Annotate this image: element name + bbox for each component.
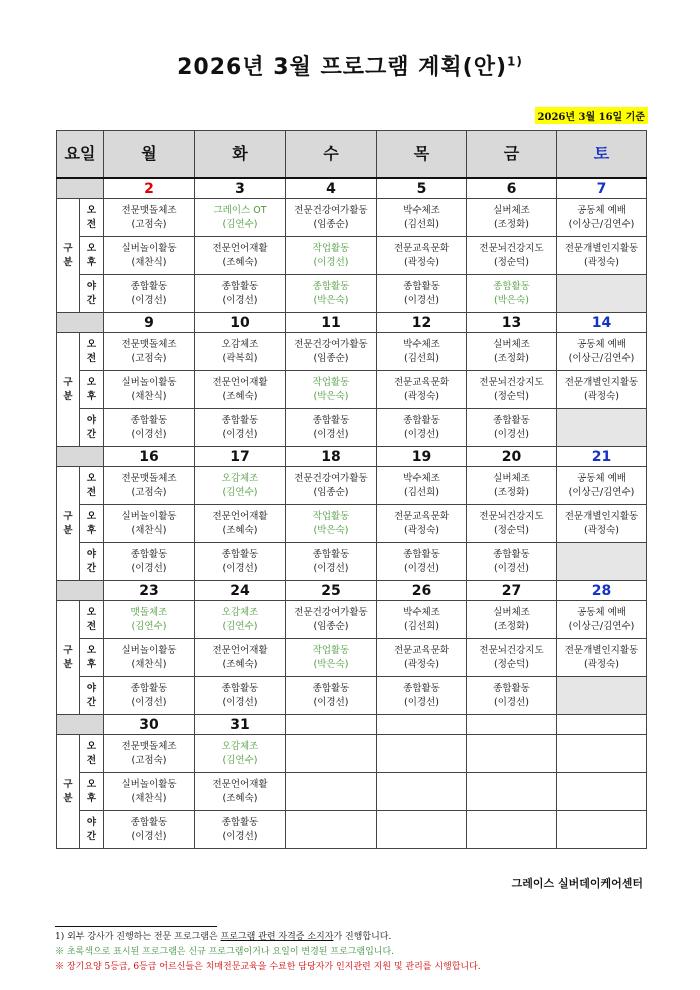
program-cell: 종합활동 (이경선) <box>286 409 377 447</box>
program-cell: 종합활동 (이경선) <box>286 677 377 715</box>
program-cell: 작업활동 (박은숙) <box>286 371 377 409</box>
date-cell: 9 <box>104 313 195 333</box>
program-cell: 전문개별인지활동 (곽정숙) <box>557 505 647 543</box>
program-cell: 종합활동 (이경선) <box>286 543 377 581</box>
program-cell: 종합활동 (이경선) <box>467 543 557 581</box>
program-cell: 전문언어재활 (조혜숙) <box>195 505 286 543</box>
date-cell: 16 <box>104 447 195 467</box>
program-cell: 전문맷돌체조 (고점숙) <box>104 467 195 505</box>
footnote-2: ※ 초록색으로 표시된 프로그램은 신규 프로그램이거나 요일이 변경된 프로그램입니다. <box>55 947 395 957</box>
program-cell: 전문언어재활 (조혜숙) <box>195 639 286 677</box>
program-cell: 실버놀이활동 (채찬식) <box>104 639 195 677</box>
program-cell: 전문교육문화 (곽정숙) <box>377 505 467 543</box>
date-cell: 31 <box>195 715 286 735</box>
program-cell: 작업활동 (이경선) <box>286 237 377 275</box>
program-cell: 실버놀이활동 (채찬식) <box>104 773 195 811</box>
slot-row-night <box>57 811 647 849</box>
program-cell: 실버놀이활동 (채찬식) <box>104 237 195 275</box>
empty-cell <box>557 275 647 313</box>
footnote-1-underlined: 프로그램 관련 자격증 소지자 <box>220 932 334 942</box>
program-cell: 전문언어재활 (조혜숙) <box>195 237 286 275</box>
program-cell: 전문교육문화 (곽정숙) <box>377 371 467 409</box>
program-cell: 전문교육문화 (곽정숙) <box>377 237 467 275</box>
date-cell <box>286 715 377 735</box>
date-cell: 6 <box>467 178 557 199</box>
program-cell: 종합활동 (박은숙) <box>286 275 377 313</box>
date-cell: 26 <box>377 581 467 601</box>
date-row-spacer <box>57 447 104 467</box>
slot-row-am <box>57 333 647 371</box>
program-cell: 실버놀이활동 (채찬식) <box>104 505 195 543</box>
empty-cell <box>467 811 557 849</box>
program-cell: 전문뇌건강지도 (정순덕) <box>467 237 557 275</box>
period-label-night: 야 간 <box>80 409 104 447</box>
date-cell <box>377 715 467 735</box>
program-cell: 실버체조 (조정화) <box>467 467 557 505</box>
date-row <box>57 715 647 735</box>
slot-row-pm <box>57 773 647 811</box>
program-cell: 전문맷돌체조 (고점숙) <box>104 735 195 773</box>
program-cell: 박수체조 (김선희) <box>377 601 467 639</box>
slot-row-am <box>57 601 647 639</box>
header-day-wed: 수 <box>286 131 377 179</box>
empty-cell <box>557 811 647 849</box>
date-cell: 21 <box>557 447 647 467</box>
program-cell: 전문개별인지활동 (곽정숙) <box>557 371 647 409</box>
date-row-spacer <box>57 313 104 333</box>
program-cell: 종합활동 (이경선) <box>195 409 286 447</box>
schedule-table <box>56 130 647 849</box>
date-cell: 18 <box>286 447 377 467</box>
program-cell: 실버체조 (조정화) <box>467 199 557 237</box>
period-label-am: 오 전 <box>80 199 104 237</box>
period-label-am: 오 전 <box>80 333 104 371</box>
program-cell: 전문건강여가활동 (임종순) <box>286 467 377 505</box>
date-cell: 30 <box>104 715 195 735</box>
header-yoil: 요일 <box>57 131 104 179</box>
empty-cell <box>557 735 647 773</box>
page-title <box>0 50 700 81</box>
program-cell: 전문건강여가활동 (임종순) <box>286 601 377 639</box>
program-cell: 전문언어재활 (조혜숙) <box>195 371 286 409</box>
date-row <box>57 447 647 467</box>
date-cell: 25 <box>286 581 377 601</box>
empty-cell <box>286 773 377 811</box>
footnote-1-text-c: 가 진행합니다. <box>333 932 392 942</box>
date-cell: 7 <box>557 178 647 199</box>
date-cell: 3 <box>195 178 286 199</box>
program-cell: 종합활동 (이경선) <box>377 409 467 447</box>
program-cell: 오감체조 (김연수) <box>195 735 286 773</box>
empty-cell <box>557 677 647 715</box>
date-cell: 28 <box>557 581 647 601</box>
program-cell: 공동체 예배 (이상근/김연수) <box>557 467 647 505</box>
program-cell: 종합활동 (이경선) <box>104 275 195 313</box>
program-cell: 박수체조 (김선희) <box>377 467 467 505</box>
program-cell: 종합활동 (박은숙) <box>467 275 557 313</box>
slot-row-pm <box>57 505 647 543</box>
program-cell: 실버체조 (조정화) <box>467 333 557 371</box>
program-cell: 종합활동 (이경선) <box>377 677 467 715</box>
slot-row-night <box>57 677 647 715</box>
date-cell: 5 <box>377 178 467 199</box>
program-cell: 전문뇌건강지도 (정순덕) <box>467 639 557 677</box>
empty-cell <box>467 773 557 811</box>
program-cell: 종합활동 (이경선) <box>195 275 286 313</box>
gubun-label: 구 분 <box>57 601 80 715</box>
footnote-1-text-a: 1) 외부 강사가 진행하는 전문 프로그램은 <box>55 932 221 942</box>
empty-cell <box>467 735 557 773</box>
date-row-spacer <box>57 715 104 735</box>
period-label-pm: 오 후 <box>80 773 104 811</box>
program-cell: 종합활동 (이경선) <box>195 677 286 715</box>
program-cell: 종합활동 (이경선) <box>195 811 286 849</box>
date-row-spacer <box>57 178 104 199</box>
date-cell: 14 <box>557 313 647 333</box>
period-label-am: 오 전 <box>80 467 104 505</box>
program-cell: 작업활동 (박은숙) <box>286 639 377 677</box>
period-label-pm: 오 후 <box>80 505 104 543</box>
program-cell: 전문개별인지활동 (곽정숙) <box>557 639 647 677</box>
program-cell: 종합활동 (이경선) <box>195 543 286 581</box>
slot-row-pm <box>57 371 647 409</box>
program-cell: 박수체조 (김선희) <box>377 199 467 237</box>
title-text: 2026년 3월 프로그램 계획(안) <box>177 55 508 80</box>
period-label-pm: 오 후 <box>80 237 104 275</box>
program-cell: 공동체 예배 (이상근/김연수) <box>557 333 647 371</box>
header-day-mon: 월 <box>104 131 195 179</box>
gubun-label: 구 분 <box>57 333 80 447</box>
date-cell: 24 <box>195 581 286 601</box>
program-cell: 종합활동 (이경선) <box>104 811 195 849</box>
slot-row-am <box>57 199 647 237</box>
slot-row-pm <box>57 639 647 677</box>
slot-row-am <box>57 467 647 505</box>
program-cell: 오감체조 (김연수) <box>195 467 286 505</box>
program-cell: 박수체조 (김선희) <box>377 333 467 371</box>
program-cell: 전문맷돌체조 (고점숙) <box>104 199 195 237</box>
program-cell: 종합활동 (이경선) <box>104 543 195 581</box>
gubun-label: 구 분 <box>57 199 80 313</box>
program-cell: 작업활동 (박은숙) <box>286 505 377 543</box>
program-cell: 종합활동 (이경선) <box>467 409 557 447</box>
gubun-label: 구 분 <box>57 467 80 581</box>
header-day-fri: 금 <box>467 131 557 179</box>
program-cell: 종합활동 (이경선) <box>467 677 557 715</box>
date-cell: 27 <box>467 581 557 601</box>
date-cell: 4 <box>286 178 377 199</box>
date-cell: 11 <box>286 313 377 333</box>
program-cell: 오감체조 (곽복희) <box>195 333 286 371</box>
date-cell: 13 <box>467 313 557 333</box>
empty-cell <box>286 735 377 773</box>
program-cell: 종합활동 (이경선) <box>377 543 467 581</box>
title-footnote-mark: 1) <box>507 54 523 69</box>
slot-row-night <box>57 275 647 313</box>
period-label-am: 오 전 <box>80 735 104 773</box>
header-day-sat: 토 <box>557 131 647 179</box>
period-label-night: 야 간 <box>80 811 104 849</box>
program-cell: 전문건강여가활동 (임종순) <box>286 199 377 237</box>
date-cell: 10 <box>195 313 286 333</box>
program-cell: 전문건강여가활동 (임종순) <box>286 333 377 371</box>
empty-cell <box>377 735 467 773</box>
program-cell: 오감체조 (김연수) <box>195 601 286 639</box>
footnote-1 <box>55 931 391 943</box>
gubun-label: 구 분 <box>57 735 80 849</box>
period-label-pm: 오 후 <box>80 371 104 409</box>
date-row-spacer <box>57 581 104 601</box>
program-cell: 전문뇌건강지도 (정순덕) <box>467 371 557 409</box>
slot-row-night <box>57 543 647 581</box>
program-cell: 전문개별인지활동 (곽정숙) <box>557 237 647 275</box>
program-cell: 전문교육문화 (곽정숙) <box>377 639 467 677</box>
program-cell: 종합활동 (이경선) <box>377 275 467 313</box>
date-row <box>57 178 647 199</box>
basis-date-badge: 2026년 3월 16일 기준 <box>535 107 648 124</box>
date-cell: 2 <box>104 178 195 199</box>
empty-cell <box>557 409 647 447</box>
header-day-tue: 화 <box>195 131 286 179</box>
empty-cell <box>286 811 377 849</box>
period-label-night: 야 간 <box>80 275 104 313</box>
date-cell: 20 <box>467 447 557 467</box>
program-cell: 실버체조 (조정화) <box>467 601 557 639</box>
slot-row-am <box>57 735 647 773</box>
period-label-night: 야 간 <box>80 543 104 581</box>
program-cell: 전문뇌건강지도 (정순덕) <box>467 505 557 543</box>
program-cell: 종합활동 (이경선) <box>104 677 195 715</box>
footnote-divider <box>55 926 217 927</box>
date-cell: 23 <box>104 581 195 601</box>
date-cell: 17 <box>195 447 286 467</box>
program-cell: 실버놀이활동 (채찬식) <box>104 371 195 409</box>
period-label-night: 야 간 <box>80 677 104 715</box>
empty-cell <box>377 811 467 849</box>
date-cell <box>557 715 647 735</box>
program-cell: 공동체 예배 (이상근/김연수) <box>557 601 647 639</box>
empty-cell <box>557 543 647 581</box>
date-cell: 12 <box>377 313 467 333</box>
header-day-thu: 목 <box>377 131 467 179</box>
date-row <box>57 313 647 333</box>
empty-cell <box>557 773 647 811</box>
header-row <box>57 131 647 179</box>
program-cell: 전문언어재활 (조혜숙) <box>195 773 286 811</box>
period-label-am: 오 전 <box>80 601 104 639</box>
date-row <box>57 581 647 601</box>
empty-cell <box>377 773 467 811</box>
date-cell <box>467 715 557 735</box>
date-cell: 19 <box>377 447 467 467</box>
program-cell: 전문맷돌체조 (고점숙) <box>104 333 195 371</box>
program-cell: 종합활동 (이경선) <box>104 409 195 447</box>
slot-row-pm <box>57 237 647 275</box>
program-cell: 공동체 예배 (이상근/김연수) <box>557 199 647 237</box>
slot-row-night <box>57 409 647 447</box>
center-name: 그레이스 실버데이케어센터 <box>511 877 643 890</box>
program-cell: 맷돌체조 (김연수) <box>104 601 195 639</box>
period-label-pm: 오 후 <box>80 639 104 677</box>
footnote-3: ※ 장기요양 5등급, 6등급 어르신들은 치매전문교육을 수료한 담당자가 인지관련 지원 및 관리를 시행합니다. <box>55 962 481 972</box>
program-cell: 그레이스 OT (김연수) <box>195 199 286 237</box>
